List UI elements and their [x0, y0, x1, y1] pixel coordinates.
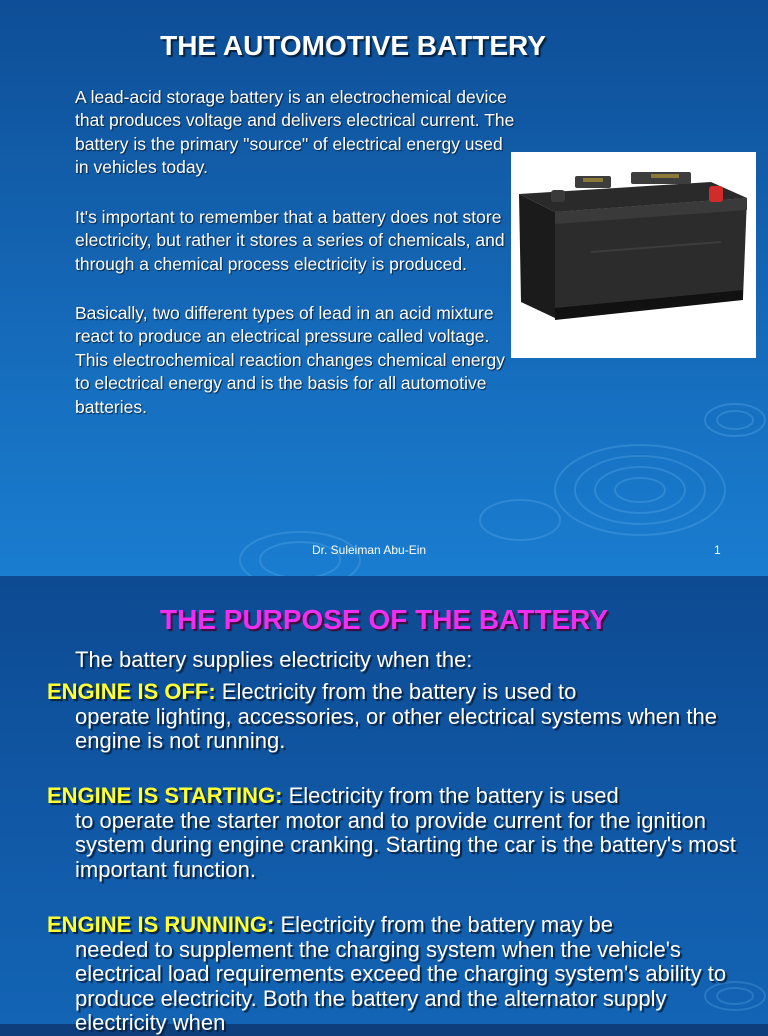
paragraph-3: Basically, two different types of lead in an acid mixture react to produce an electrical pressure called voltage. This electrochemical reaction changes chemical energy to electrical energy and is the basis for all automotive batteries.	[75, 303, 505, 417]
section-engine-off	[47, 680, 747, 754]
section-first-line: Electricity from the battery may be	[274, 912, 614, 937]
slide-number: 1	[714, 543, 721, 557]
slide-1-title: THE AUTOMOTIVE BATTERY	[160, 30, 546, 61]
section-engine-starting	[47, 784, 747, 882]
paragraph-2: It's important to remember that a battery does not store electricity, but rather it stores a series of chemicals, and through a chemical process electricity is produced.	[75, 207, 505, 274]
section-body: to operate the starter motor and to provide current for the ignition system during engine cranking. Starting the car is the battery's most important function.	[75, 807, 736, 882]
footer-author: Dr. Suleiman Abu-Ein	[312, 543, 427, 557]
car-battery-icon	[511, 152, 756, 358]
car-battery-photo	[511, 152, 756, 358]
section-body: needed to supplement the charging system when the vehicle's electrical load requirements exceed the charging system's ability to produce electricity. Both the battery and the alternator supply electricity when	[75, 936, 727, 1035]
section-engine-running	[47, 913, 747, 1036]
section-body: operate lighting, accessories, or other electrical systems when the engine is not running.	[75, 703, 717, 753]
slide-2-intro: The battery supplies electricity when the:	[75, 647, 473, 672]
section-heading: ENGINE IS RUNNING:	[47, 912, 275, 937]
slide-2-title: THE PURPOSE OF THE BATTERY	[159, 604, 609, 635]
section-first-line: Electricity from the battery is used	[282, 783, 619, 808]
section-heading: ENGINE IS STARTING:	[47, 783, 283, 808]
section-first-line: Electricity from the battery is used to	[215, 679, 577, 704]
paragraph-1: A lead-acid storage battery is an electrochemical device that produces voltage and delivers electrical current. The battery is the primary "source" of electrical energy used in vehicles today.	[75, 87, 515, 178]
section-heading: ENGINE IS OFF:	[47, 679, 216, 704]
